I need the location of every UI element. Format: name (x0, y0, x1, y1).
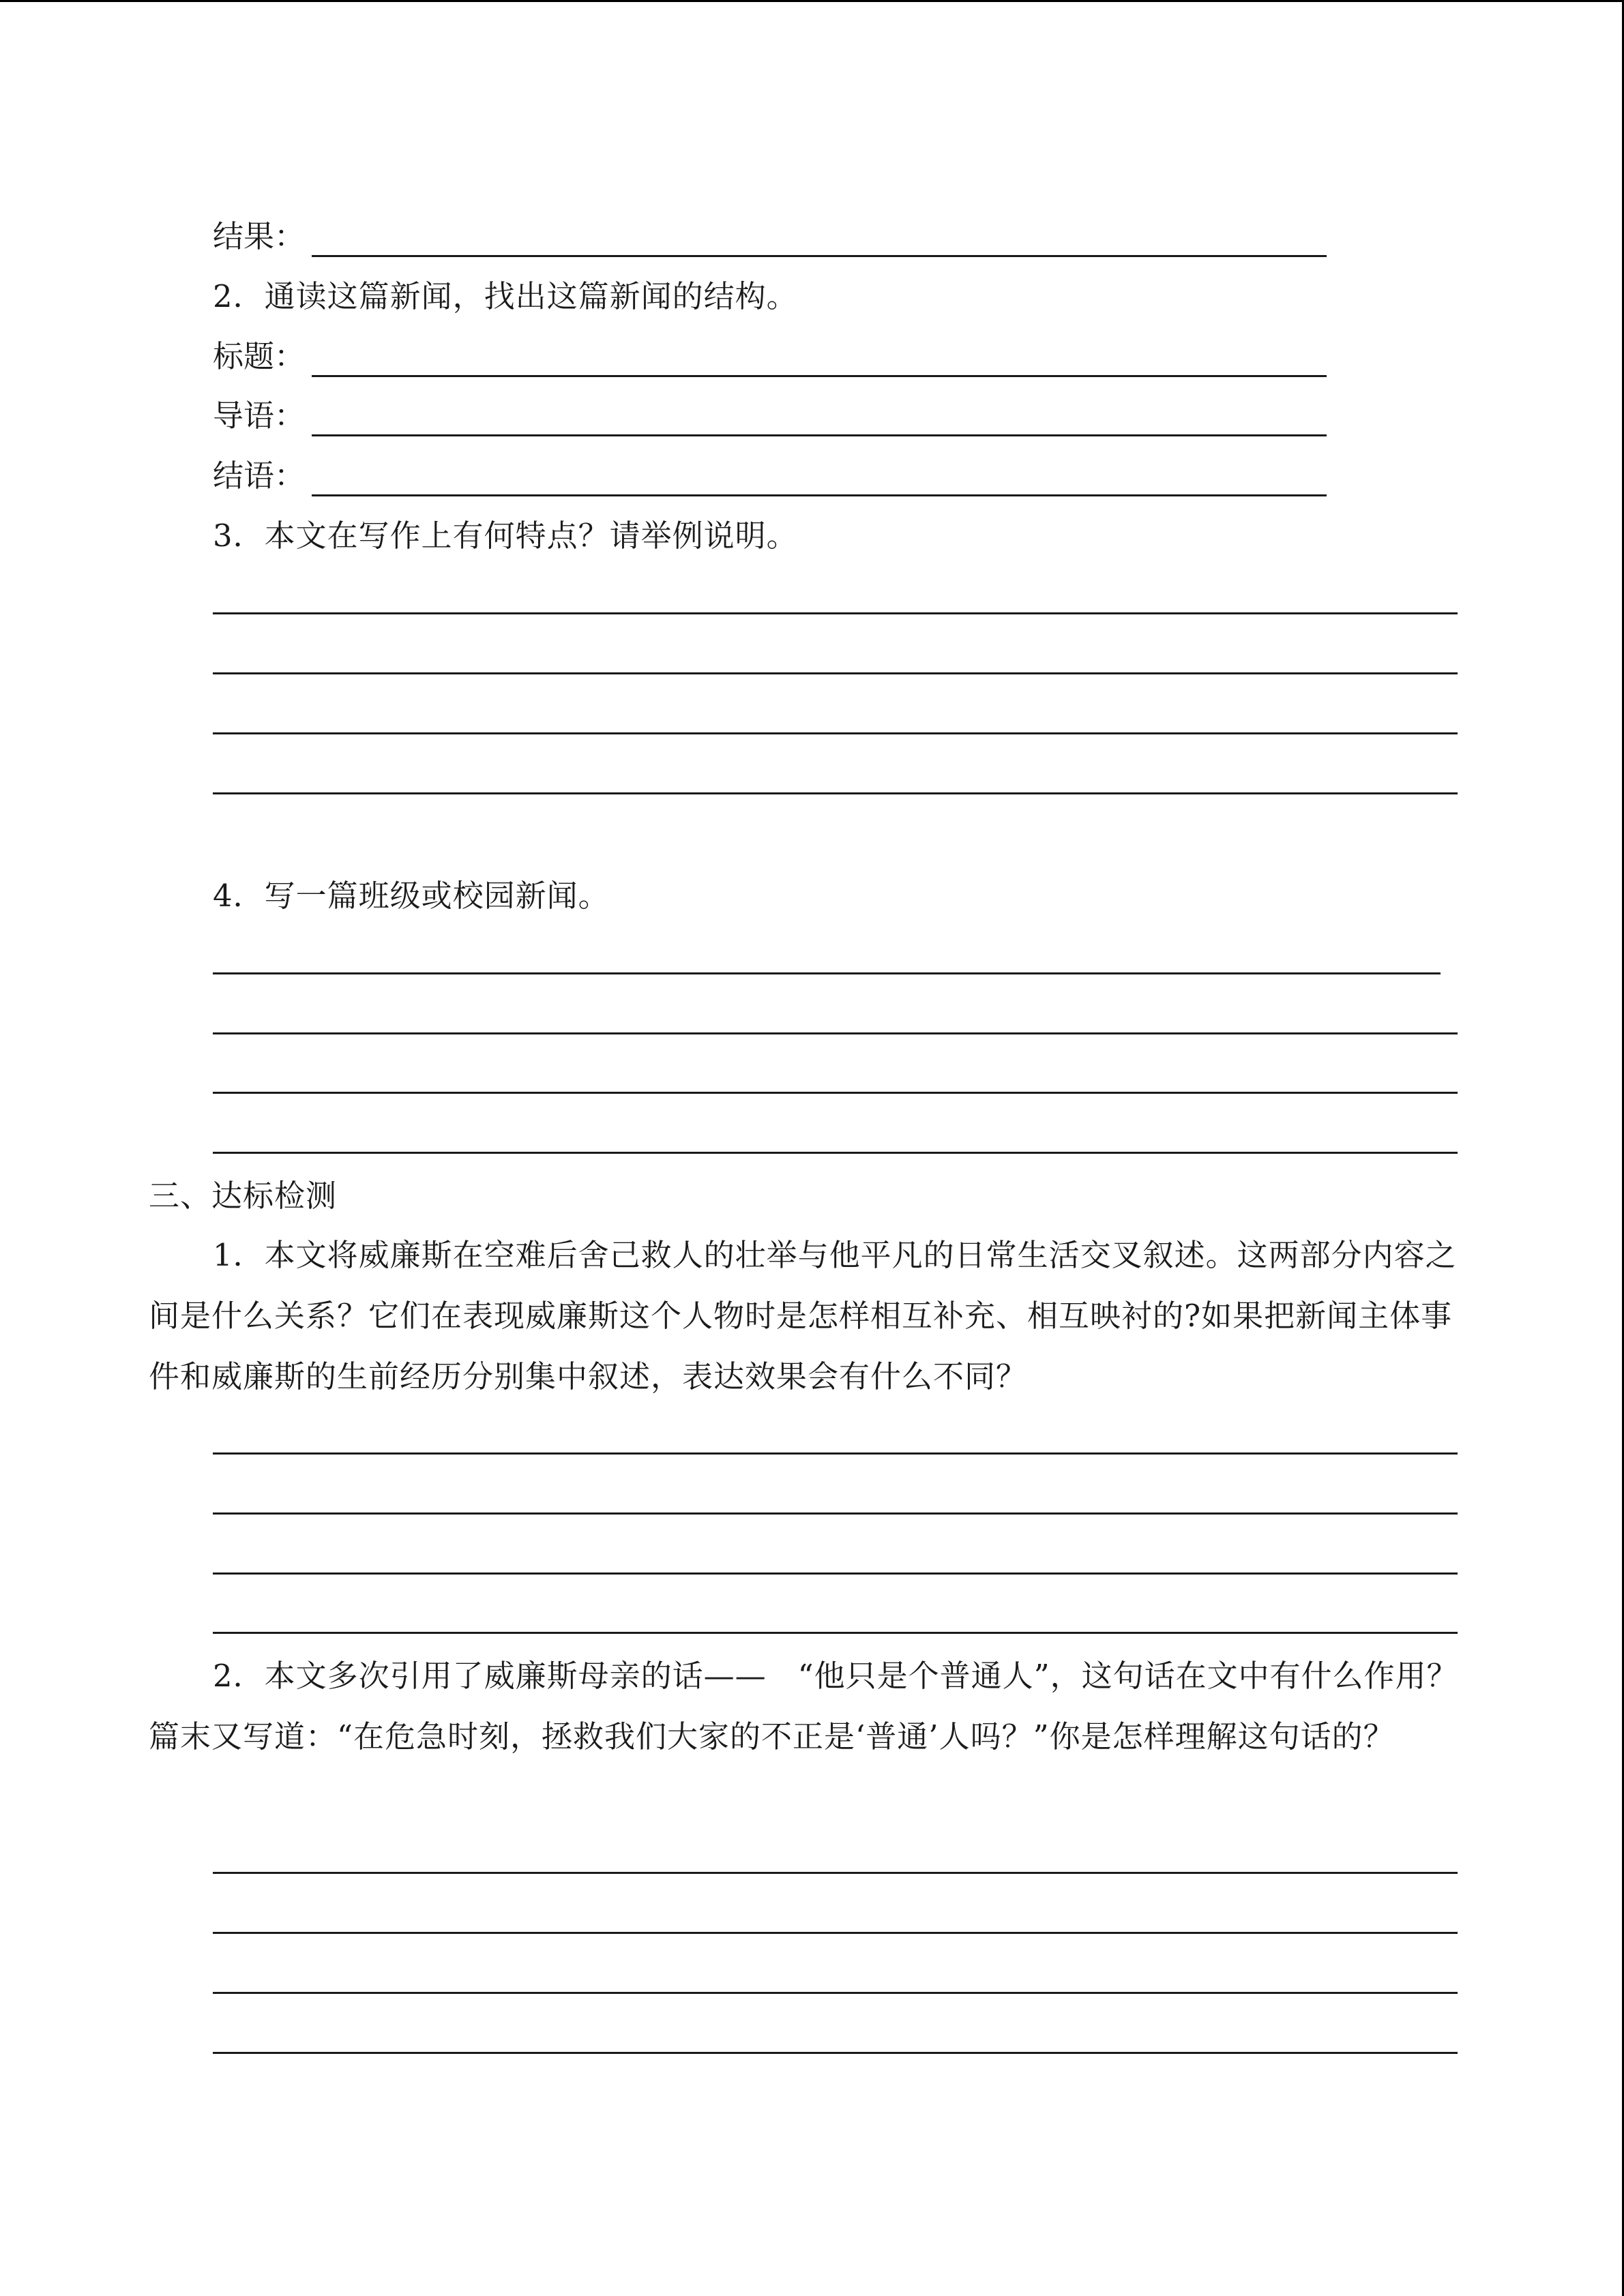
s3q1-answer-line[interactable] (213, 1512, 1458, 1515)
q3-answer-line[interactable] (213, 792, 1458, 794)
title-field (213, 336, 1329, 377)
s3q1-answer-line[interactable] (213, 1632, 1458, 1634)
q3-answer-line[interactable] (213, 612, 1458, 614)
title-label: 标题： (213, 338, 306, 374)
q4-answer-line[interactable] (213, 1092, 1458, 1094)
s3q1-answer-line[interactable] (213, 1572, 1458, 1575)
section-3-heading: 三、达标检测 (149, 1178, 338, 1214)
title-answer-line[interactable] (312, 375, 1327, 377)
lead-field (213, 396, 1329, 436)
s3q1-answer-line[interactable] (213, 1452, 1458, 1455)
ending-answer-line[interactable] (312, 494, 1327, 496)
page-border-top (0, 0, 1624, 2)
s3q2-answer-line[interactable] (213, 1932, 1458, 1934)
s3q2-answer-line[interactable] (213, 1872, 1458, 1874)
lead-answer-line[interactable] (312, 434, 1327, 436)
q4-answer-line[interactable] (213, 1032, 1458, 1034)
question-4: 4．写一篇班级或校园新闻。 (213, 878, 610, 914)
result-label: 结果： (213, 218, 306, 254)
result-answer-line[interactable] (312, 255, 1327, 257)
lead-label: 导语： (213, 398, 306, 434)
ending-field (213, 456, 1329, 496)
question-3: 3．本文在写作上有何特点？请举例说明。 (213, 518, 798, 554)
s3q2-answer-line[interactable] (213, 1992, 1458, 1994)
s3q2-answer-line[interactable] (213, 2052, 1458, 2054)
result-field (213, 216, 1329, 257)
q4-answer-line[interactable] (213, 972, 1441, 974)
question-2: 2．通读这篇新闻，找出这篇新闻的结构。 (213, 278, 798, 314)
section-3-question-2: 2．本文多次引用了威廉斯母亲的话—— “他只是个普通人”，这句话在文中有什么作用？篇末又写道：“在危急时刻，拯救我们大家的不正是‘普通’人吗？”你是怎样理解这句话的？ (149, 1658, 1458, 1755)
q3-answer-line[interactable] (213, 732, 1458, 734)
ending-label: 结语： (213, 458, 306, 494)
q4-answer-line[interactable] (213, 1152, 1458, 1154)
q3-answer-line[interactable] (213, 672, 1458, 674)
section-3-question-1: 1．本文将威廉斯在空难后舍己救人的壮举与他平凡的日常生活交叉叙述。这两部分内容之间是什么关系？它们在表现威廉斯这个人物时是怎样相互补充、相互映衬的?如果把新闻主体事件和威廉斯的生前经历分别集中叙述，表达效果会有什么不同？ (149, 1237, 1457, 1395)
